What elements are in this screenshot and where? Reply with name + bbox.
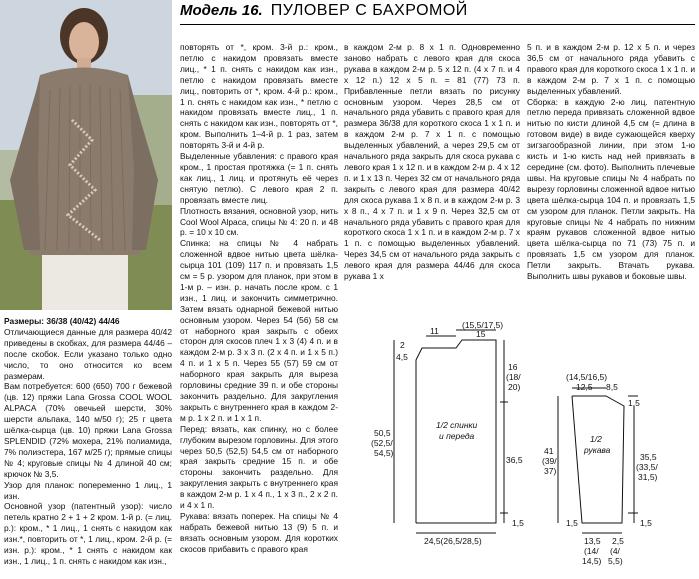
materials-text: Вам потребуется: 600 (650) 700 г бежевой (цв. 12) пряжи Lana Grossa COOL WOOL ALPACA (70% овечьей шерсти, 30% шерсти альпака, 140 м/50 г); 25 г цвета шёлка-сырца (цв. 10) пряжи Lana Grossa SPLENDID (72% мохера, 21% полиамида, 7% полиэстера, 167 м/25 г); прямые спицы № 4; круговые спицы № 4 длиной 40 см; крючок № 3,5. — [4, 381, 172, 479]
body-shoulder-slope: 4,5 — [396, 352, 408, 362]
main-pattern-text: Основной узор (патентный узор): число петель кратно 2 + 1 + 2 кром. 1-й р. (= лиц. р.): кром., * 1 лиц., 1 снять с накидом как изн.*, повторить от *, 1 лиц., кром. 2-й р. (= изн. р.): кром., * 1 снять с накидом как изн., 1 лиц., 1 п. снять с накидом как изн., — [4, 501, 172, 566]
body-armhole: 16 — [508, 362, 518, 372]
model-photo — [0, 0, 172, 310]
sleeve-top-width: (14,5/16,5) — [566, 372, 608, 382]
sleeve-top-width-base: 12,5 — [576, 382, 593, 392]
decreases-text: Выделенные убавления: с правого края кром., 1 простая протяжка (= 1 п. снять как лиц., 1 лиц. и протянуть её через снятую петлю). С левого края 2 п. провязать вместе лиц. — [180, 151, 338, 205]
sleeve-cuff-width: 13,5 — [584, 536, 601, 546]
sleeves-continued-text: в каждом 2-м р. 8 х 1 п. Одновременно заново набрать с левого края для скоса рукава в каждом 2-м р. 5 х 12 п. (4 х 7 п. и 4 х 12 п.) 12 х 5 п. = 81 (77) 73 п. Прибавленные петли вязать по рисунку основным узором. Через 28,5 см от начального ряда убавить с правого края для размера 36/38 для короткого скоса 1 х 1 п. и в каждом 2-м р. 7 х 1 п. с помощью выделенных убавлений, а через 29,5 см от начального ряда закрыть для скоса рукава с левого края 1 х 12 п. и в каждом 2-м р. 4 х 12 п. и 1 х 13 п. Через 32 см от начального ряда закрыть с левого края для размера 40/42 для скоса рукава 1 х 8 п. и в каждом 2-м р. 3 х 8 п., 4 х 7 п. и 1 х 9 п. Через 32,5 см от начального ряда убавить с правого края для короткого скоса 1 х 1 п. и в каждом 2-м р. 7 х 1 п. с помощью выделенных убавлений. Через 34,5 см от начального ряда закрыть с левого края для размера 44/46 для скоса рукава 1 х — [344, 42, 520, 282]
assembly-text: Сборка: в каждую 2-ю лиц. патентную петлю переда привязать сложенной вдвое нитью по кисти длиной 4,5 см (= длина в готовом виде) в виде сужающейся кверху зигзагообразной линии, при этом 1-ю кисть и 1-ю кисть над ней привязать в середине (см. фото). Выполнить плечевые швы. На круговые спицы № 4 набрать по вырезу горловины сложенной вдвое нитью цвета шёлка-сырца 104 п. и провязать 1,5 см узором для планок. Петли закрыть. На круговые спицы № 4 набрать по нижним краям рукавов сложенной вдвое нитью цвета шёлка-сырца по 71 (73) 75 п. и провязать 1,5 см узором для планок. Петли закрыть. Втачать рукава. Выполнить швы рукавов и боковые швы. — [527, 96, 695, 282]
pattern-rows-text: повторять от *, кром. 3-й р.: кром., петлю с накидом провязать вместе лиц., * 1 п. снять с накидом как изн., петлю с накидом провязать вместе лиц., повторить от *, кром. 4-й р.: кром., 1 п. снять с накидом как изн., * петлю с накидом провязать вместе лиц., 1 п. снять с накидом как изн., повторять от *, кром. Выполнить 1–4-й р. 1 раз, затем повторять 3-й и 4-й р. — [180, 42, 338, 151]
sleeve-label: 1/2 — [590, 434, 602, 444]
body-edge-height: 1,5 — [512, 518, 524, 528]
text-column-4 — [527, 42, 695, 314]
sleeve-short-slope: 2,5 — [612, 536, 624, 546]
model-number: Модель 16. — [180, 2, 263, 19]
sleeve-side-sizes-2: 31,5) — [638, 472, 658, 482]
front-text: Перед: вязать, как спинку, но с более глубоким вырезом горловины. Для этого через 50,5 (52,5) 54,5 см от наборного края закрыть средние 15 п. и обе стороны закончить раздельно. Для закругления закрыть с внутреннего края в каждом 2-м р. 1 х 4 п., 1 х 3 п., 2 х 2 п. и 4 х 1 п. — [180, 423, 338, 511]
sleeve-cuff-sizes-2: 14,5) — [582, 556, 602, 566]
model-title: ПУЛОВЕР С БАХРОМОЙ — [270, 2, 468, 19]
pattern-schematic — [344, 318, 699, 579]
sleeve-label-2: рукава — [584, 445, 611, 455]
sleeve-short-slope-sizes-2: 5,5) — [608, 556, 623, 566]
body-armhole-sizes: (18/ — [506, 372, 521, 382]
gauge-text: Плотность вязания, основной узор, нить Cool Wool Alpaca, спицы № 4: 20 п. и 48 р. = 10 х 10 см. — [180, 205, 338, 238]
body-width: 24,5(26,5/28,5) — [424, 536, 482, 546]
sleeve-length-sizes-2: 37) — [544, 466, 557, 476]
sleeve-edge-height: 1,5 — [566, 518, 578, 528]
text-column-left — [4, 316, 172, 578]
body-side-length: 36,5 — [506, 455, 523, 465]
text-column-2 — [180, 42, 338, 578]
text-column-3 — [344, 42, 520, 314]
sleeve-right-edge-height: 1,5 — [640, 518, 652, 528]
sleeve-side-length: 35,5 — [640, 452, 657, 462]
sizes-text: Размеры: 36/38 (40/42) 44/46 — [4, 316, 120, 326]
sleeve-cuff-sizes: (14/ — [584, 546, 599, 556]
sleeve-short-slope-sizes: (4/ — [610, 546, 620, 556]
back-text: Спинка: на спицы № 4 набрать сложенной вдвое нитью цвета шёлка-сырца 101 (109) 117 п. и провязать 1,5 см = 5 р. узором для планок, при этом в 1-м р. – изн. р. начать после кром. с 1 изн., 1 лиц. и закончить симметрично. Затем вязать однарной бежевой нитью основным узором. Через 54 (56) 58 см от наборного края закрыть с обеих сторон для скосов плеч 1 х 3 (4) 4 п. и в каждом 2-м р. 3 х 3 п. (2 х 4 п. и 1 х 5 п.) 4 п. и 1 х 5 п. Через 55 (57) 59 см от наборного края закрыть для выреза горловины средние 39 п. и обе стороны закончить раздельно. Для закругления закрыть с внутреннего края в каждом 2-м р. 1 х 2 п. и 1 х 1 п. — [180, 238, 338, 423]
sleeve-length-sizes: (39/ — [542, 456, 557, 466]
sleeve-side-sizes: (33,5/ — [636, 462, 658, 472]
title-divider — [180, 24, 695, 25]
sleeve-cap-width: 8,5 — [606, 382, 618, 392]
body-neck-depth: 2 — [400, 340, 405, 350]
body-height-sizes: (52,5/ — [371, 438, 393, 448]
sleeves-end-text: 5 п. и в каждом 2-м р. 12 х 5 п. и через 36,5 см от начального ряда убавить с правого края для короткого скоса 1 х 1 п. и в каждом 2-м р. 7 х 1 п. с помощью выделенных убавлений. — [527, 42, 695, 96]
body-shoulder-width: 11 — [430, 326, 439, 336]
sleeves-text: Рукава: вязать поперек. На спицы № 4 набрать бежевой нитью 13 (9) 5 п. и вязать основным узором. Для коротких скосов прибавить с правого края — [180, 510, 338, 554]
body-neck-width-base: 15 — [476, 329, 486, 339]
sizes-note: Отличающиеся данные для размера 40/42 приведены в скобках, для размера 44/46 – после скобок. Если указано только одно число, то оно относится ко всем размерам. — [4, 326, 172, 381]
body-armhole-sizes-2: 20) — [508, 382, 521, 392]
body-neck-width: (15,5/17,5) — [462, 320, 504, 330]
body-height-sizes-2: 54,5) — [374, 448, 394, 458]
body-label-2: и переда — [439, 431, 475, 441]
sleeve-cap-height: 1,5 — [628, 398, 640, 408]
page-title — [180, 2, 695, 24]
sleeve-schematic — [558, 388, 638, 533]
edge-pattern-text: Узор для планок: попеременно 1 лиц., 1 изн. — [4, 479, 172, 501]
body-label: 1/2 спинки — [436, 420, 478, 430]
model-photo-illustration — [0, 0, 172, 310]
sleeve-length: 41 — [544, 446, 554, 456]
body-height: 50,5 — [374, 428, 391, 438]
